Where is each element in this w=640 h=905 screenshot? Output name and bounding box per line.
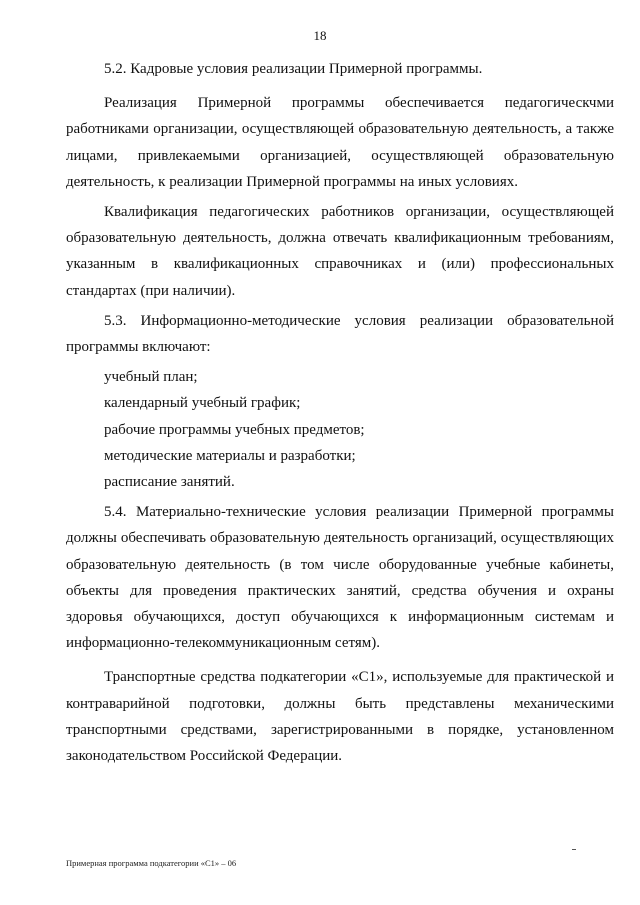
list-item: рабочие программы учебных предметов; <box>104 421 365 438</box>
section-5-2-heading: 5.2. Кадровые условия реализации Примерной программы. <box>104 61 483 77</box>
info-methodical-list <box>66 364 614 495</box>
section-5-3-intro: 5.3. Информационно-методические условия реализации образовательной программы включают: <box>66 312 614 356</box>
list-item: календарный учебный график; <box>104 395 301 412</box>
list-item: методические материалы и разработки; <box>104 447 356 464</box>
section-5-4-paragraph-2: Транспортные средства подкатегории «С1», используемые для практической и контраварийной подготовки, должны быть представлены механическими транспортными средствами, зарегистрированными в порядке, установленном законодательством Российской Федерации. <box>66 669 614 765</box>
document-body <box>66 56 614 769</box>
section-5-2-paragraph-2: Квалификация педагогических работников организации, осуществляющей образовательную деятельность, должна отвечать квалификационным требованиям, указанным в квалификационных справочниках и (или) профессиональных стандартах (при наличии). <box>66 204 614 299</box>
section-5-2-paragraph-1: Реализация Примерной программы обеспечивается педагогическчми работниками организации, осуществляющей образовательную деятельность, а также лицами, привлекаемыми организацией, осуществляющей образовательную деятельность, к реализации Примерной программы на иных условиях. <box>66 95 614 190</box>
page-number: 18 <box>313 28 327 43</box>
list-item: учебный план; <box>104 369 198 386</box>
list-item: расписание занятий. <box>104 474 235 491</box>
scan-artifact <box>572 849 576 850</box>
section-5-4-paragraph-1: 5.4. Материально-технические условия реализации Примерной программы должны обеспечивать образовательную деятельность организаций, осуществляющих образовательную деятельность (в том числе оборудованные учебные кабинеты, объекты для проведения практических занятий, средства обучения и охраны здоровья обучающихся, доступ обучающихся к информационным системам и информационно-телекоммуникационным сетям). <box>66 504 614 652</box>
page-footer: Примерная программа подкатегории «С1» – 06 <box>66 858 237 868</box>
